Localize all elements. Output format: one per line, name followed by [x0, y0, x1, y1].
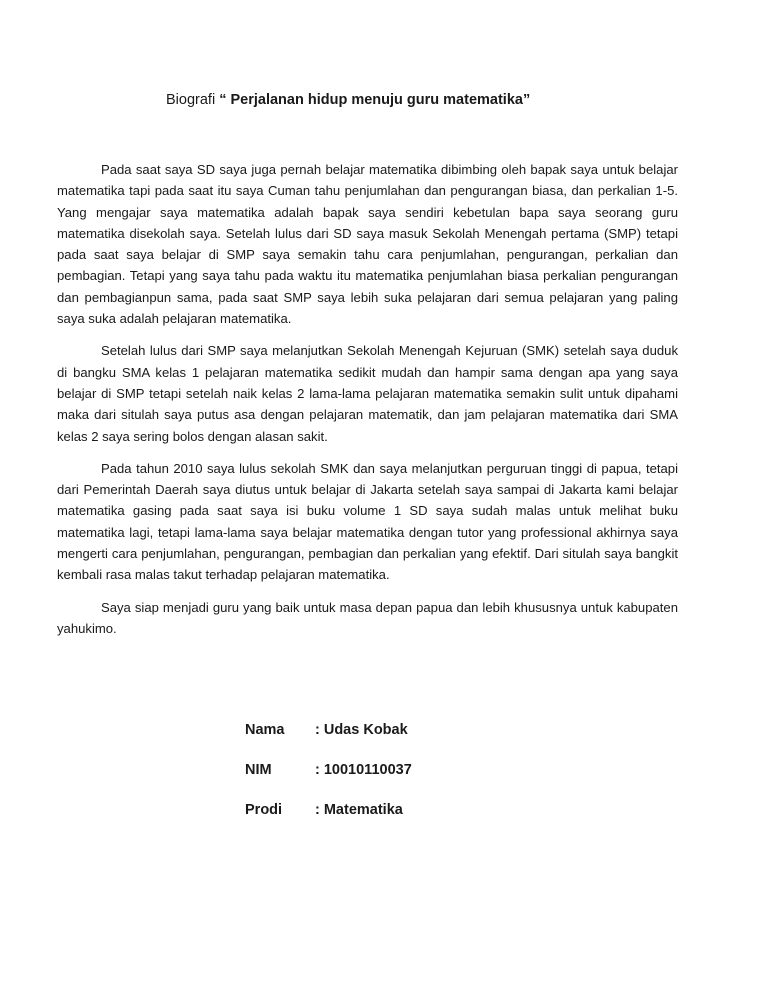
- identity-row-name: [245, 710, 412, 750]
- prodi-label: Prodi: [245, 802, 283, 818]
- title-main: “ Perjalanan hidup menuju guru matematika”: [219, 92, 531, 108]
- name-label: Nama: [245, 722, 285, 738]
- identity-row-nim: [245, 750, 412, 790]
- name-value: : Udas Kobak: [315, 722, 408, 738]
- nim-value: : 10010110037: [315, 762, 412, 778]
- paragraph-2: Setelah lulus dari SMP saya melanjutkan Sekolah Menengah Kejuruan (SMK) setelah saya duduk di bangku SMA kelas 1 pelajaran matematika sedikit mudah dan hampir sama dengan apa yang saya belajar di SMP tetapi setelah naik kelas 2 lama-lama pelajaran matematika semakin sulit untuk dipahami maka dari situlah saya putus asa dengan pelajaran matematik, dan jam pelajaran matematika dari SMA kelas 2 saya sering bolos dengan alasan sakit.: [57, 343, 678, 444]
- paragraph-1: Pada saat saya SD saya juga pernah belajar matematika dibimbing oleh bapak saya untuk belajar matematika tapi pada saat itu saya Cuman tahu penjumlahan dan pengurangan biasa, dan perkalian 1-5. Yang mengajar saya matematika adalah bapak saya sendiri kebetulan bapa saya seorang guru matematika disekolah saya. Setelah lulus dari SD saya masuk Sekolah Menengah pertama (SMP) tetapi pada saat saya belajar di SMP saya semakin tahu cara penjumlahan, pengurangan, perkalian dan pembagian. Tetapi yang saya tahu pada waktu itu matematika penjumlahan biasa perkalian pengurangan dan pembagianpun sama, pada saat SMP saya lebih suka pelajaran dari semua pelajaran yang paling saya suka adalah pelajaran matematika.: [57, 162, 678, 327]
- document-title: [166, 92, 530, 108]
- identity-row-prodi: [245, 790, 412, 830]
- identity-block: [245, 710, 412, 830]
- title-prefix: Biografi: [166, 92, 216, 108]
- prodi-value: : Matematika: [315, 802, 403, 818]
- nim-label: NIM: [245, 762, 272, 778]
- document-body: [57, 159, 678, 650]
- paragraph-4: Saya siap menjadi guru yang baik untuk masa depan papua dan lebih khususnya untuk kabupaten yahukimo.: [57, 599, 678, 636]
- paragraph-3: Pada tahun 2010 saya lulus sekolah SMK dan saya melanjutkan perguruan tinggi di papua, tetapi dari Pemerintah Daerah saya diutus untuk belajar di Jakarta setelah saya sampai di Jakarta kami belajar matematika gasing pada saat saya isi buku volume 1 SD saya sudah malas untuk melihat buku matematika lagi, tetapi lama-lama saya belajar matematika dengan tutor yang professional akhirnya saya mengerti cara penjumlahan, pengurangan, pembagian dan perkalian yang efektif. Dari situlah saya bangkit kembali rasa malas takut terhadap pelajaran matematika.: [57, 460, 678, 583]
